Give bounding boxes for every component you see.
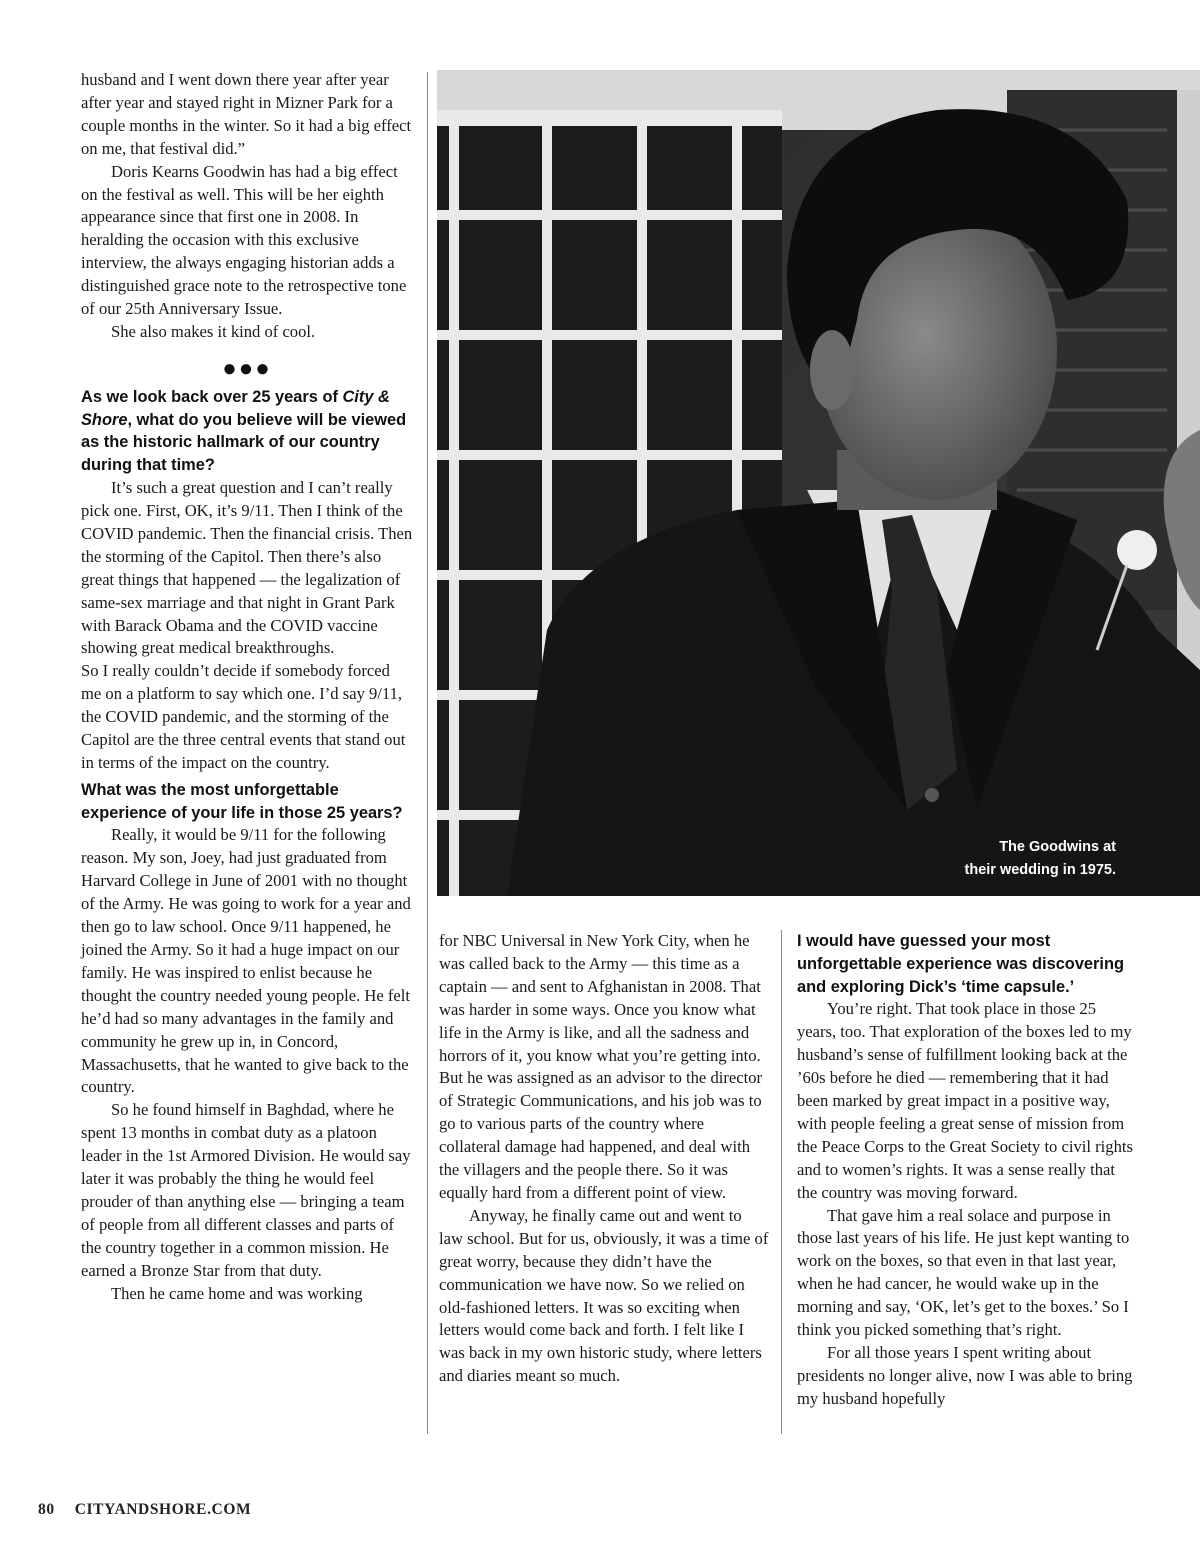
- wedding-photo: [437, 70, 1200, 896]
- caption-line-1: The Goodwins at: [999, 839, 1116, 855]
- page-footer: [38, 1501, 271, 1519]
- article-column-3: [797, 930, 1133, 1411]
- photo-caption: [965, 836, 1116, 882]
- body-paragraph: So he found himself in Baghdad, where he spent 13 months in combat duty as a platoon leader in the 1st Armored Division. He would say later it was probably the thing he would feel prouder of than anything else — bringing a team of people from all different classes and parts of the country together in a common mission. He earned a Bronze Star from that duty.: [81, 1100, 411, 1280]
- caption-line-2: their wedding in 1975.: [964, 862, 1116, 878]
- body-paragraph: So I really couldn’t decide if somebody forced me on a platform to say which one. I’d say 9/11, the COVID pandemic, and the storming of the Capitol are the three central events that stand out in terms of the impact on the country.: [81, 661, 406, 772]
- body-paragraph: husband and I went down there year after year after year and stayed right in Mizner Park for a couple months in the winter. So it had a big effect on me, that festival did.”: [81, 70, 412, 158]
- body-paragraph: It’s such a great question and I can’t really pick one. First, OK, it’s 9/11. Then I think of the COVID pandemic. Then the financial crisis. Then the storming of the Capitol. Then there’s also great things that happened — the legalization of same-sex marriage and that night in Grant Park with Barack Obama and the COVID vaccine showing great medical breakthroughs.: [81, 478, 413, 658]
- interview-question: What was the most unforgettable experience of your life in those 25 years?: [81, 780, 403, 822]
- body-paragraph: For all those years I spent writing about presidents no longer alive, now I was able to bring my husband hopefully: [797, 1342, 1133, 1408]
- body-paragraph: She also makes it kind of cool.: [111, 321, 316, 341]
- section-separator: ●●●: [222, 355, 272, 382]
- body-paragraph: Then he came home and was working: [111, 1283, 363, 1303]
- body-paragraph: Really, it would be 9/11 for the following reason. My son, Joey, had just graduated from Harvard College in June of 2001 with no thought of the Army. He was going to work for a year and then go to law school. Once 9/11 happened, he joined the Army. So it had a huge impact on our family. He was inspired to enlist because he thought the country needed young people. He felt he’d had so many advantages in the family and community he grew up in, in Concord, Massachusetts, that he wanted to give back to the country.: [81, 825, 411, 1097]
- body-paragraph: Doris Kearns Goodwin has had a big effect on the festival as well. This will be her eighth appearance since that first one in 2008. In heralding the occasion with this exclusive interview, the always engaging historian adds a distinguished grace note to the retrospective tone of our 25th Anniversary Issue.: [81, 161, 407, 319]
- column-rule: [781, 930, 782, 1434]
- interview-question: I would have guessed your most unforgettable experience was discovering and exploring Dick’s ‘time capsule.’: [797, 932, 1125, 996]
- article-column-1: [81, 69, 413, 1305]
- site-name: CITYANDSHORE.COM: [74, 1501, 252, 1518]
- body-paragraph: You’re right. That took place in those 25 years, too. That exploration of the boxes led to my husband’s sense of fulfillment looking back at the ’60s before he died — remembering that it had been marked by great impact in a positive way, with people feeling a great sense of mission from the Peace Corps to the Great Society to civil rights and to women’s rights. It was a sense really that the country was moving forward.: [797, 999, 1133, 1202]
- photo-illustration: [437, 70, 1200, 896]
- body-paragraph: for NBC Universal in New York City, when he was called back to the Army — this time as a captain — and sent to Afghanistan in 2008. That was harder in some ways. Once you know what life in the Army is like, and all the sadness and horrors of it, you know what you’re getting into. But he was assigned as an advisor to the director of Strategic Communications, and his job was to go to various parts of the country where collateral damage had happened, and deal with the villagers and the people there. So it was equally hard from a different point of view.: [439, 931, 763, 1202]
- body-paragraph: That gave him a real solace and purpose in those last years of his life. He just kept wanting to work on the boxes, so that even in that last year, when he had cancer, he would wake up in the morning and say, ‘OK, let’s get to the boxes.’ So I think you picked something that’s right.: [797, 1205, 1130, 1340]
- magazine-title: City & Shore: [81, 387, 390, 429]
- interview-question: As we look back over 25 years of City & Shore, what do you believe will be viewed as the historic hallmark of our country during that time?: [81, 387, 407, 475]
- body-paragraph: Anyway, he finally came out and went to law school. But for us, obviously, it was a time of great worry, because they didn’t have the communication we have now. So we relied on old-fashioned letters. It was so exciting when letters would come back and forth. I felt like I was back in my own historic study, where letters and diaries meant so much.: [439, 1205, 769, 1386]
- page-number: 80: [38, 1501, 55, 1518]
- article-column-2: [439, 930, 769, 1388]
- column-rule: [427, 72, 428, 1434]
